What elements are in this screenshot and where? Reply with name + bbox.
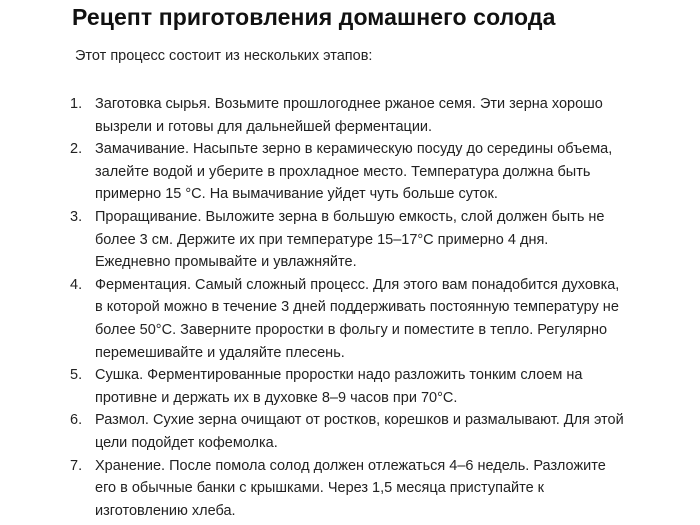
step-number: 1. bbox=[70, 96, 83, 112]
list-item bbox=[0, 93, 700, 138]
step-text: Замачивание. Насыпьте зерно в керамическую посуду до середины объема, залейте водой и уберите в прохладное место. Температура должна быть примерно 15 °С. На вымачивание уйдет чуть больше суток. bbox=[95, 141, 613, 203]
steps-list bbox=[0, 93, 700, 522]
step-text: Сушка. Ферментированные проростки надо разложить тонким слоем на противне и держать их в духовке 8–9 часов при 70°С. bbox=[95, 367, 583, 406]
list-item bbox=[0, 364, 700, 409]
step-text: Ферментация. Самый сложный процесс. Для этого вам понадобится духовка, в которой можно в течение 3 дней поддерживать постоянную температуру не более 50°С. Заверните проростки в фольгу и поместите в тепло. Регулярно перемешивайте и удаляйте плесень. bbox=[95, 276, 620, 361]
step-text: Хранение. После помола солод должен отлежаться 4–6 недель. Разложите его в обычные банки с крышками. Через 1,5 месяца приступайте к изготовлению хлеба. bbox=[95, 457, 606, 519]
list-item bbox=[0, 409, 700, 454]
step-number: 2. bbox=[70, 141, 83, 158]
intro-text: Этот процесс состоит из нескольких этапов: bbox=[75, 48, 373, 64]
step-number: 3. bbox=[70, 208, 83, 225]
step-text: Размол. Сухие зерна очищают от ростков, корешков и размалывают. Для этой цели подойдет кофемолка. bbox=[95, 412, 624, 451]
step-number: 5. bbox=[70, 367, 83, 384]
step-text: Заготовка сырья. Возьмите прошлогоднее ржаное семя. Эти зерна хорошо вызрели и готовы для дальнейшей ферментации. bbox=[95, 96, 603, 135]
list-item bbox=[0, 138, 700, 206]
list-item bbox=[0, 206, 700, 274]
list-item bbox=[0, 455, 700, 523]
step-number: 4. bbox=[70, 276, 83, 293]
step-number: 7. bbox=[70, 457, 83, 474]
step-number: 6. bbox=[70, 412, 83, 429]
page-title: Рецепт приготовления домашнего солода bbox=[72, 4, 556, 30]
step-text: Проращивание. Выложите зерна в большую емкость, слой должен быть не более 3 см. Держите их при температуре 15–17°С примерно 4 дня. Ежедневно промывайте и увлажняйте. bbox=[95, 208, 605, 271]
list-item bbox=[0, 274, 700, 364]
